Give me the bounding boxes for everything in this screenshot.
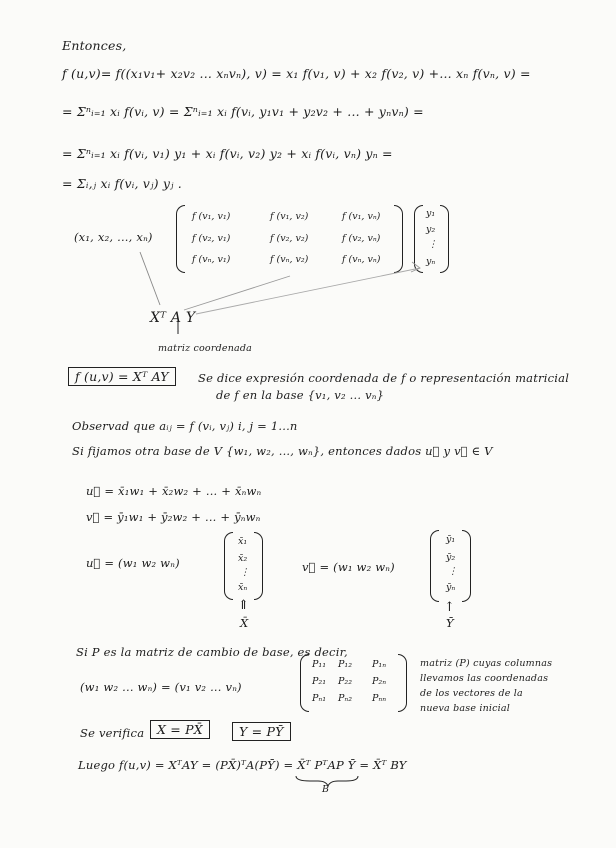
- boxed-formula-f: f (u,v) = Xᵀ AY: [68, 367, 176, 386]
- matrix-cell: f (v₂, v₁): [192, 233, 231, 244]
- b-label: B: [322, 784, 330, 795]
- xbar-entry: x̄ₙ: [238, 582, 248, 593]
- basis-equation: (w₁ w₂ ... wₙ) = (v₁ v₂ ... vₙ): [80, 680, 242, 694]
- observation-line: Observad que aᵢⱼ = f (vᵢ, vⱼ) i, j = 1...n: [72, 419, 298, 433]
- matrix-cell: f (v₁, v₂): [270, 211, 309, 222]
- verify-label: Se verifica: [80, 726, 145, 740]
- up-arrow-icon: ↑: [444, 600, 455, 615]
- change-basis-line: Si fijamos otra base de V {w₁, w₂, ..., wₙ}, entonces dados u⃗ y v⃗ ∈ V: [72, 444, 493, 458]
- xbar-entry: x̄₁: [238, 536, 248, 547]
- note-line: de los vectores de la: [420, 688, 523, 699]
- p-cell: Pₙ₁: [312, 693, 327, 704]
- note-line: matriz (P) cuyas columnas: [420, 658, 553, 669]
- p-cell: P₂ₙ: [372, 676, 387, 687]
- ybar-entry: ȳ₁: [446, 534, 456, 545]
- p-cell: Pₙₙ: [372, 693, 387, 704]
- u-expansion: u⃗ = x̄₁w₁ + x̄₂w₂ + ... + x̄ₙwₙ: [86, 484, 262, 498]
- vector-y-entry: ⋮: [428, 239, 438, 250]
- ybar-entry: ȳ₂: [446, 552, 456, 563]
- ybar-entry: ⋮: [448, 566, 458, 577]
- u-row-vector: u⃗ = (w₁ w₂ wₙ): [86, 556, 180, 570]
- p-cell: Pₙ₂: [338, 693, 353, 704]
- equation-line-2: = Σⁿᵢ₌₁ xᵢ f(vᵢ, v) = Σⁿᵢ₌₁ xᵢ f(vᵢ, y₁v₁ + y₂v₂ + ... + yₙvₙ) =: [62, 104, 424, 119]
- vector-y-entry: y₂: [426, 224, 436, 235]
- note-line: llevamos las coordenadas: [420, 673, 549, 684]
- equation-line-1: f (u,v)= f((x₁v₁+ x₂v₂ ... xₙvₙ), v) = x₁ f(v₁, v) + x₂ f(v₂, v) +... xₙ f(vₙ, v) =: [62, 66, 531, 81]
- matrix-cell: f (v₁, v₁): [192, 211, 231, 222]
- ybar-label: Ȳ: [446, 616, 454, 630]
- vector-y-entry: yₙ: [426, 256, 436, 267]
- v-expansion: v⃗ = ȳ₁w₁ + ȳ₂w₂ + ... + ȳₙwₙ: [86, 510, 261, 524]
- p-cell: P₂₁: [312, 676, 327, 687]
- matrix-cell: f (vₙ, vₙ): [342, 254, 381, 265]
- p-cell: P₁ₙ: [372, 659, 387, 670]
- xbar-entry: x̄₂: [238, 553, 248, 564]
- vector-y-entry: y₁: [426, 208, 436, 219]
- p-cell: P₂₂: [338, 676, 353, 687]
- boxed-x-equation: X = PX̄: [150, 720, 210, 739]
- equation-line-4: = Σᵢ,ⱼ xᵢ f(vᵢ, vⱼ) yⱼ .: [62, 176, 182, 191]
- note-line: nueva base inicial: [420, 703, 511, 714]
- definition-line-2: de f en la base {v₁, v₂ ... vₙ}: [216, 388, 385, 402]
- matrix-coordinate-label: matriz coordenada: [158, 343, 253, 354]
- definition-line-1: Se dice expresión coordenada de f o representación matricial: [198, 371, 570, 385]
- matrix-cell: f (v₁, vₙ): [342, 211, 381, 222]
- up-arrow-icon: ⇑: [238, 598, 249, 613]
- change-matrix-line: Si P es la matriz de cambio de base, es decir,: [76, 645, 348, 659]
- xbar-entry: ⋮: [240, 567, 250, 578]
- intro-word: Entonces,: [62, 38, 127, 53]
- matrix-cell: f (v₂, vₙ): [342, 233, 381, 244]
- matrix-cell: f (v₂, v₂): [270, 233, 309, 244]
- row-vector-x: (x₁, x₂, ..., xₙ): [74, 230, 153, 244]
- equation-line-3: = Σⁿᵢ₌₁ xᵢ f(vᵢ, v₁) y₁ + xᵢ f(vᵢ, v₂) y₂ + xᵢ f(vᵢ, vₙ) yₙ =: [62, 146, 393, 161]
- v-row-vector: v⃗ = (w₁ w₂ wₙ): [302, 560, 395, 574]
- boxed-y-equation: Y = PȲ: [232, 722, 291, 741]
- p-cell: P₁₁: [312, 659, 327, 670]
- matrix-cell: f (vₙ, v₂): [270, 254, 309, 265]
- final-equation: Luego f(u,v) = XᵀAY = (PX̄)ᵀA(PȲ) = X̄ᵀ PᵀAP Ȳ = X̄ᵀ BY: [78, 758, 407, 772]
- xbar-label: X̄: [240, 616, 249, 630]
- ybar-entry: ȳₙ: [446, 582, 456, 593]
- xt-a-y-label: Xᵀ A Y: [150, 310, 196, 326]
- matrix-cell: f (vₙ, v₁): [192, 254, 231, 265]
- p-cell: P₁₂: [338, 659, 353, 670]
